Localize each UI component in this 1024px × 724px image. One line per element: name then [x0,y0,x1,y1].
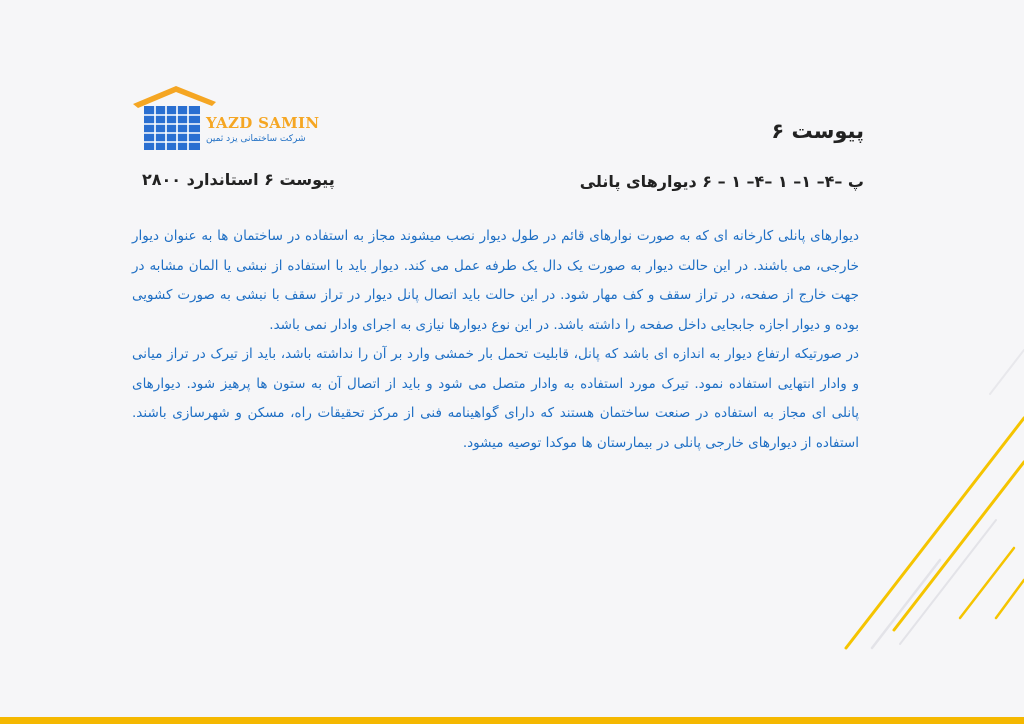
paragraph-1: دیوارهای پانلی کارخانه ای که به صورت نوارهای قائم در طول دیوار نصب میشوند مجاز به استفاده در ساختمان ها به عنوان دیوار خارجی، می باشند. در این حالت دیوار به صورت یک دال یک طرفه عمل می کند. دیوار باید با استفاده از نبشی یا المان مشابه در جهت خارج از صفحه، در تراز سقف و کف مهار شود. در این حالت باید اتصال پانل دیوار در تراز سقف با نبشی به صورت کشویی بوده و دیوار اجازه جابجایی داخل صفحه را داشته باشد. در این نوع دیوارها نیازی به اجرای وادار نمی باشد. [132,228,859,333]
section-heading: پ –۴– ۱– ۱ –۴– ۱ – ۶ دیوارهای پانلی [579,172,864,191]
body-text [132,222,859,458]
brand-name-persian: شرکت ساختمانی یزد ثمین [206,134,306,144]
page-title: پیوست ۶ [771,119,864,143]
paragraph-2: در صورتیکه ارتفاع دیوار به اندازه ای باشد که پانل، قابلیت تحمل بار خمشی وارد بر آن را نداشته باشد، باید از تیرک در تراز میانی و وادار انتهایی استفاده نمود. تیرک مورد استفاده به وادار متصل می شود و باید از اتصال آن به ستون ها پرهیز شود. دیوارهای پانلی ای مجاز به استفاده در صنعت ساختمان هستند که دارای گواهینامه فنی از مرکز تحقیقات راه، مسکن و شهرسازی باشند. استفاده از دیوارهای خارجی پانلی در بیمارستان ها موکدا توصیه میشود. [132,346,859,451]
brand-name-english: YAZD SAMIN [206,114,320,132]
footer-accent-bar [0,717,1024,724]
standard-heading: پیوست ۶ استاندارد ۲۸۰۰ [142,170,335,189]
